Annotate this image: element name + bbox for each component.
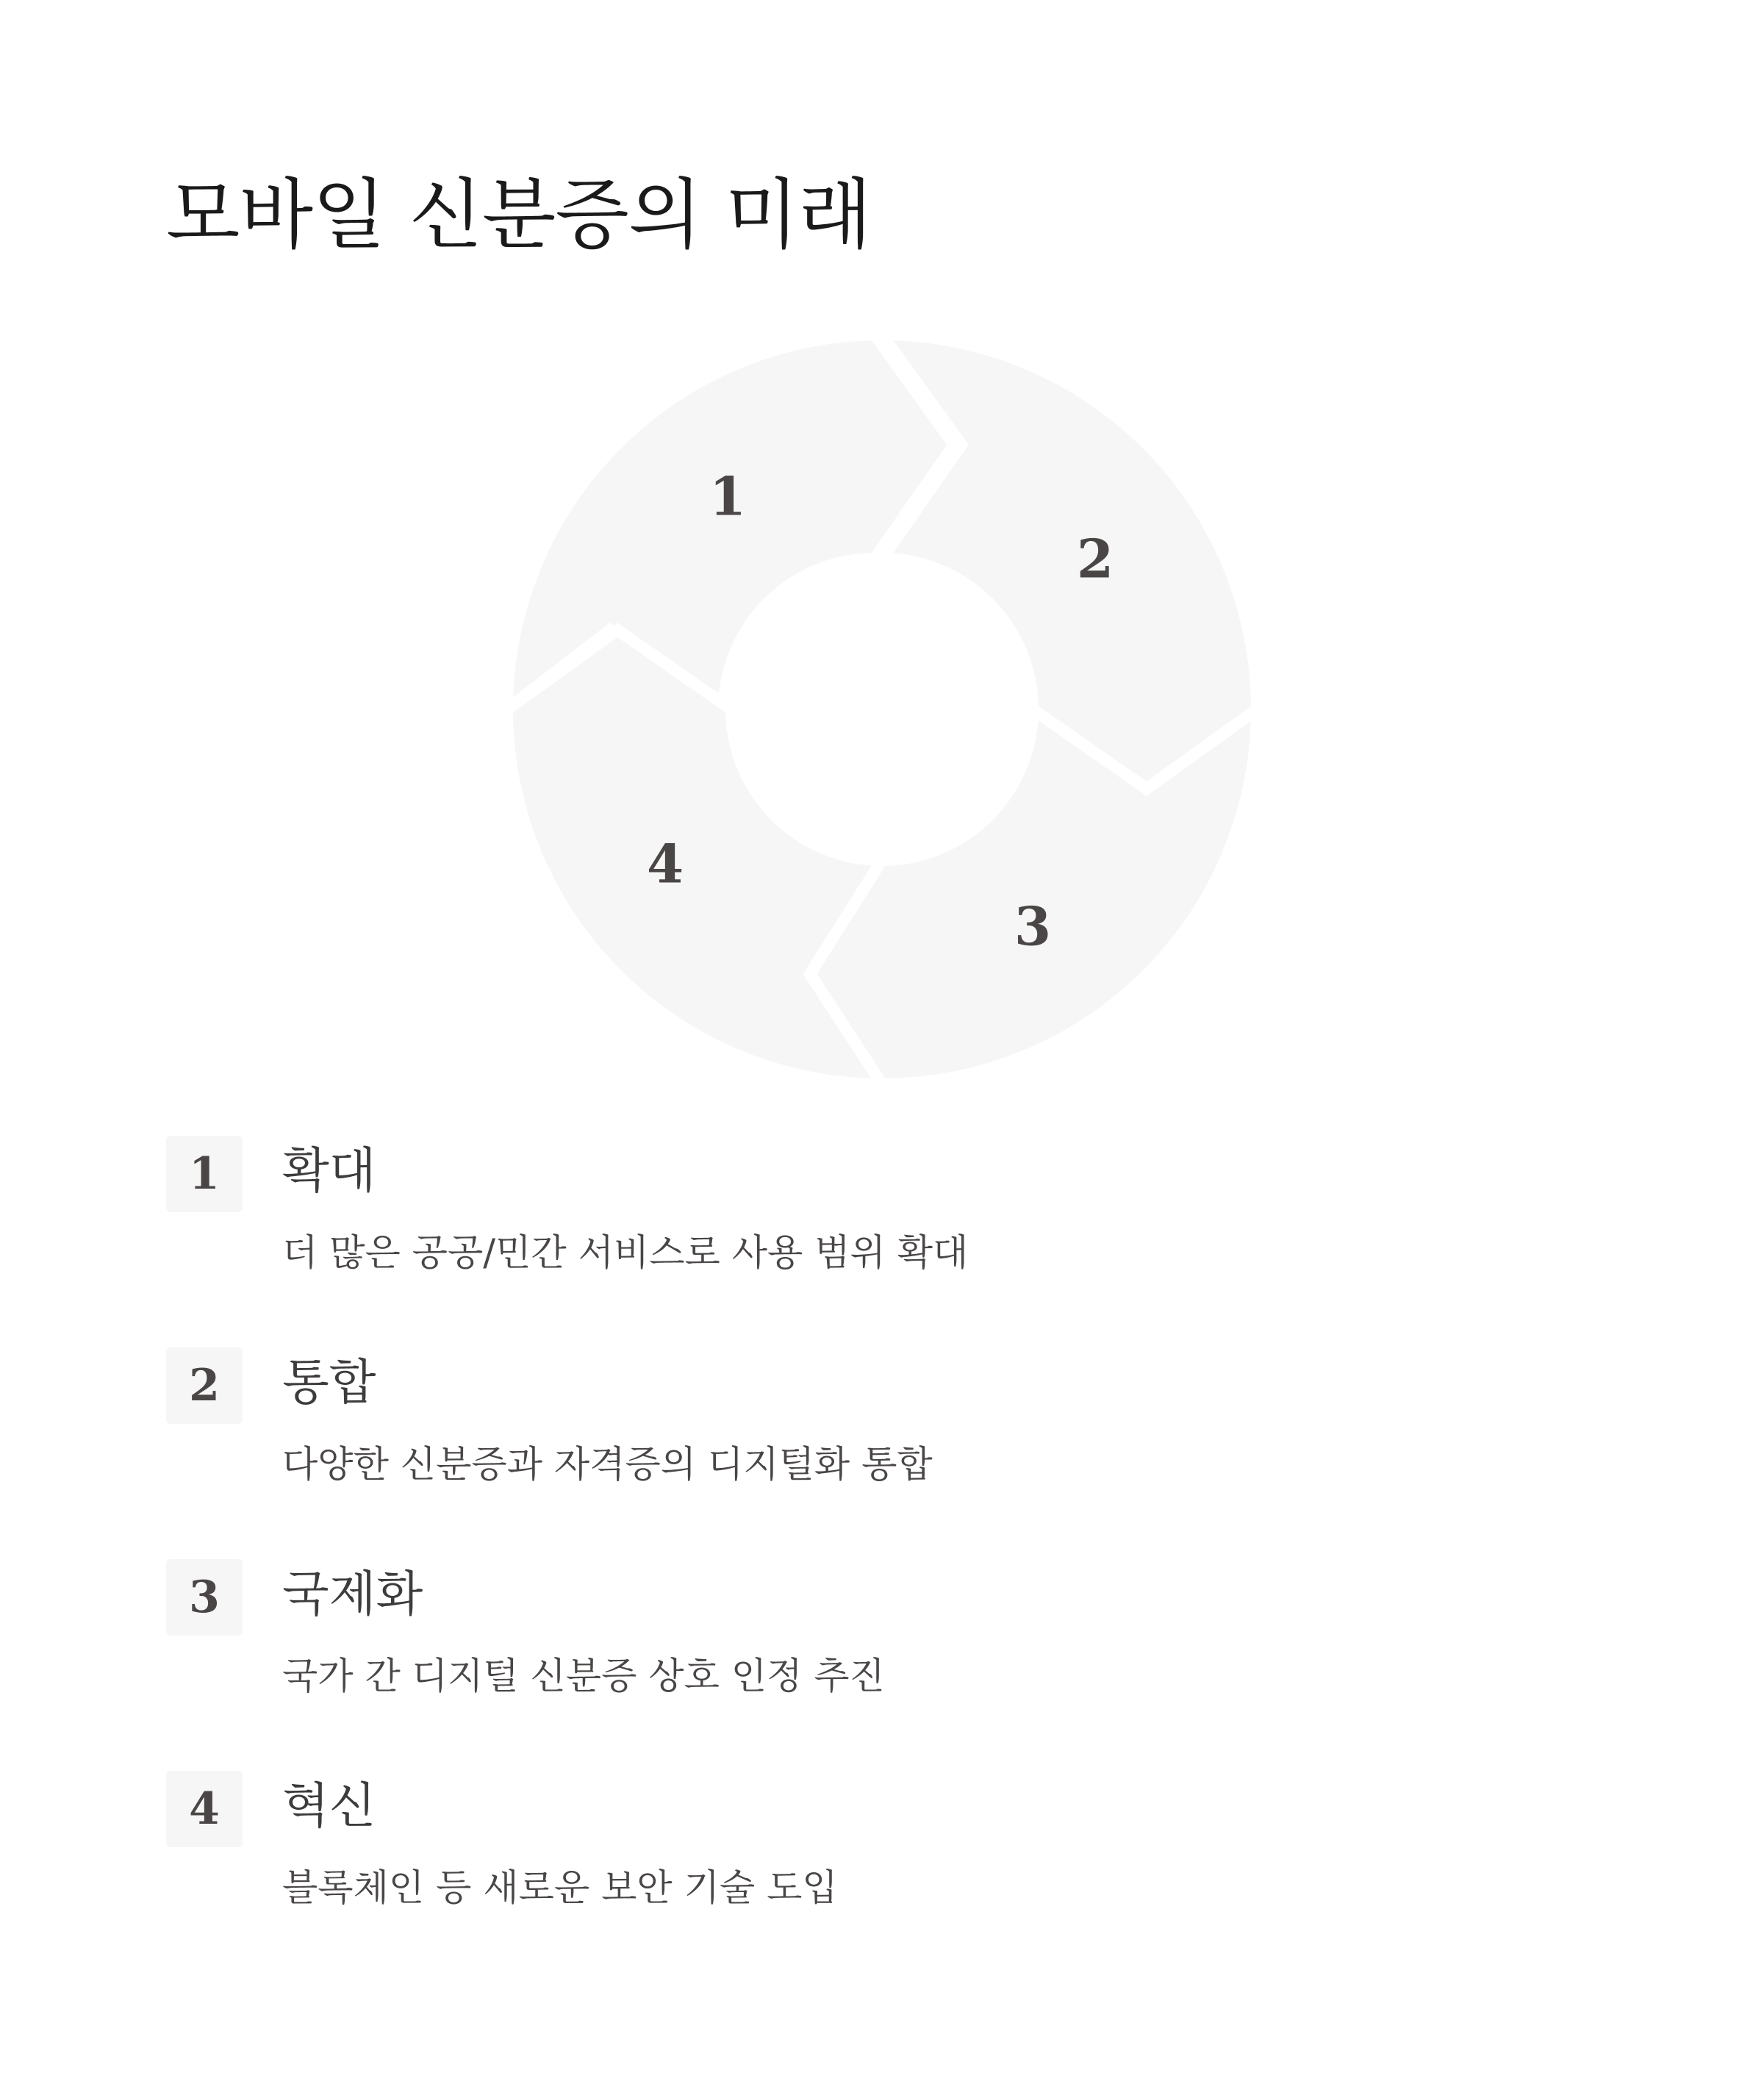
segment-4-number: 4 bbox=[646, 832, 684, 895]
segment-2-shape bbox=[882, 334, 1257, 789]
segment-3 bbox=[810, 709, 1257, 1084]
segment-3-number: 3 bbox=[1014, 895, 1052, 958]
list-item-1 bbox=[166, 1136, 1563, 1347]
step-4-title: 혁신 bbox=[282, 1777, 376, 1834]
cycle-diagram bbox=[507, 334, 1257, 1084]
step-4-description: 블록체인 등 새로운 보안 기술 도입 bbox=[282, 1866, 838, 1909]
steps-list bbox=[166, 1136, 1563, 1983]
step-2-number-badge: 2 bbox=[166, 1347, 243, 1424]
segment-4-shape bbox=[507, 630, 882, 1084]
list-item-4 bbox=[166, 1771, 1563, 1983]
segment-2-number: 2 bbox=[1076, 527, 1114, 590]
segment-1 bbox=[507, 334, 954, 709]
step-2-description: 다양한 신분증과 자격증의 디지털화 통합 bbox=[282, 1443, 933, 1486]
step-3-title: 국제화 bbox=[282, 1566, 423, 1622]
step-3-description: 국가 간 디지털 신분증 상호 인정 추진 bbox=[282, 1655, 885, 1697]
page-title: 모바일 신분증의 미래 bbox=[166, 170, 872, 259]
step-4-number-badge: 4 bbox=[166, 1771, 243, 1847]
step-3-number-badge: 3 bbox=[166, 1559, 243, 1636]
step-2-title: 통합 bbox=[282, 1354, 376, 1411]
step-1-title: 확대 bbox=[282, 1142, 376, 1199]
segment-4 bbox=[507, 630, 882, 1084]
list-item-2 bbox=[166, 1347, 1563, 1559]
step-1-number-badge: 1 bbox=[166, 1136, 243, 1212]
step-1-description: 더 많은 공공/민간 서비스로 사용 범위 확대 bbox=[282, 1231, 969, 1274]
list-item-3 bbox=[166, 1559, 1563, 1771]
segment-2 bbox=[882, 334, 1257, 789]
segment-1-number: 1 bbox=[709, 465, 747, 528]
